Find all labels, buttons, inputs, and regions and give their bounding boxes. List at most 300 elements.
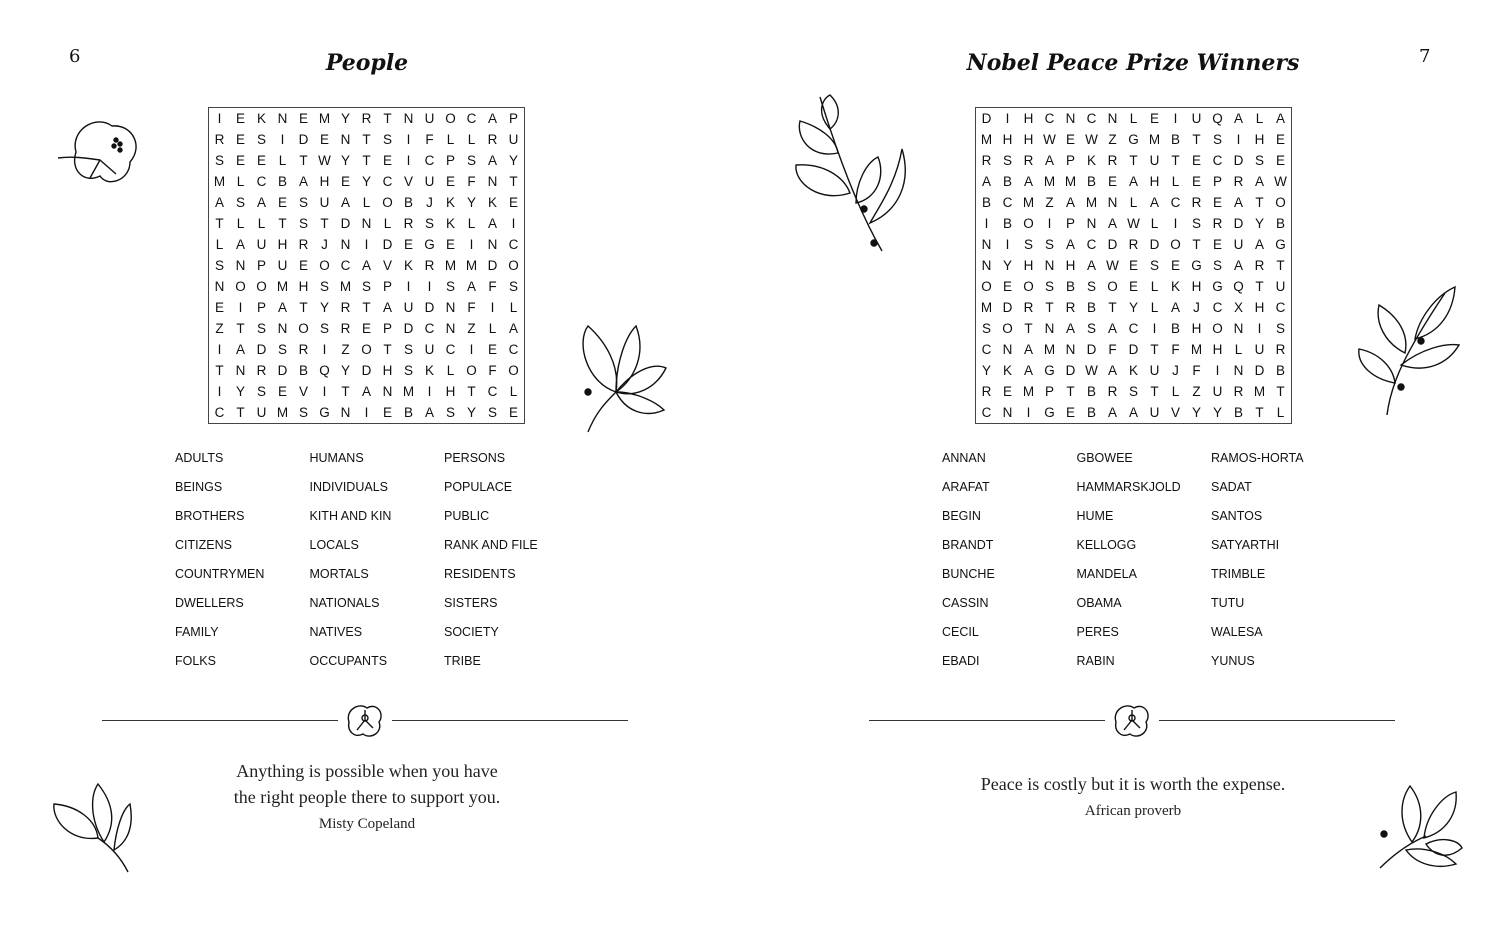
grid-letter: F [1171,342,1180,357]
grid-letter: B [1086,174,1096,189]
grid-letter: T [299,300,308,315]
grid-letter: Z [1108,132,1117,147]
grid-letter: N [403,111,414,126]
grid-letter: T [362,132,371,147]
divider-line [392,720,628,721]
grid-letter: S [256,321,266,336]
grid-letter: H [1191,279,1202,294]
grid-letter: T [383,342,392,357]
grid-letter: R [1275,342,1286,357]
grid-letter: M [1085,195,1098,210]
grid-letter: M [276,279,289,294]
grid-letter: L [509,384,518,399]
grid-letter: Z [215,321,224,336]
grid-letter: B [1233,405,1243,420]
grid-letter: I [1215,363,1220,378]
grid-letter: L [467,132,476,147]
word-list-right [942,451,1346,683]
grid-letter: E [340,174,350,189]
grid-letter: E [1065,405,1075,420]
grid-letter: M [1022,384,1035,399]
grid-letter: R [298,237,309,252]
word-list-item: RAMOS-HORTA [1211,451,1304,465]
grid-letter: D [256,342,267,357]
grid-letter: T [1129,153,1138,168]
grid-letter: B [1275,216,1285,231]
grid-letter: H [445,384,456,399]
grid-letter: M [1190,342,1203,357]
grid-letter: D [382,237,393,252]
grid-letter: V [298,384,308,399]
grid-letter: A [981,174,991,189]
grid-letter: P [1212,174,1222,189]
grid-letter: S [424,216,434,231]
word-list-item: LOCALS [309,538,359,552]
grid-letter: I [1173,111,1178,126]
grid-letter: X [1233,300,1243,315]
grid-letter: B [1086,405,1096,420]
grid-letter: M [1043,342,1056,357]
grid-letter: A [487,216,497,231]
grid-letter: Z [341,342,350,357]
grid-letter: I [469,237,474,252]
word-list-item: NATIVES [309,625,363,639]
grid-letter: U [319,195,330,210]
grid-letter: B [1086,300,1096,315]
grid-letter: A [1023,363,1033,378]
grid-letter: I [322,342,327,357]
grid-letter: W [318,153,331,168]
grid-letter: I [1005,111,1010,126]
grid-letter: G [1044,363,1055,378]
grid-letter: A [1065,237,1075,252]
word-list-item: SOCIETY [444,625,499,639]
grid-letter: B [1065,279,1075,294]
grid-letter: K [487,195,497,210]
word-list-item: ADULTS [175,451,224,465]
grid-letter: F [467,300,476,315]
word-list-item: KITH AND KIN [309,509,392,523]
grid-letter: Y [319,300,329,315]
grid-letter: D [340,216,351,231]
grid-letter: M [980,300,993,315]
grid-letter: I [1005,237,1010,252]
grid-letter: E [1212,237,1222,252]
grid-letter: U [277,258,288,273]
grid-letter: N [361,216,372,231]
grid-letter: D [1254,363,1265,378]
grid-letter: C [1128,321,1139,336]
leaf-branch-icon [790,93,908,255]
grid-letter: I [511,216,516,231]
grid-letter: N [445,321,456,336]
grid-letter: O [445,111,456,126]
grid-letter: E [403,237,413,252]
word-list-item: ARAFAT [942,480,990,494]
grid-letter: E [1128,258,1138,273]
grid-letter: D [1002,300,1013,315]
grid-letter: U [1191,111,1202,126]
grid-letter: T [236,321,245,336]
grid-letter: M [318,111,331,126]
grid-letter: I [364,405,369,420]
page-number-right: 7 [1419,46,1431,67]
grid-letter: S [214,153,224,168]
grid-letter: A [382,300,392,315]
grid-letter: H [1149,174,1160,189]
grid-letter: S [1212,258,1222,273]
word-list-item: TUTU [1211,596,1245,610]
grid-letter: O [319,258,330,273]
grid-letter: A [235,237,245,252]
grid-letter: Z [1192,384,1201,399]
grid-letter: T [215,363,224,378]
grid-letter: L [215,237,224,252]
grid-letter: U [1254,342,1265,357]
grid-letter: L [1150,300,1159,315]
word-list-item: COUNTRYMEN [175,567,265,581]
grid-letter: L [446,363,455,378]
grid-letter: A [1233,111,1243,126]
grid-letter: A [1107,216,1117,231]
grid-letter: T [278,216,287,231]
grid-letter: S [256,132,266,147]
leaf-branch-icon [1355,283,1460,417]
grid-letter: O [981,279,992,294]
grid-letter: N [1065,111,1076,126]
quote-right [883,771,1383,797]
grid-letter: U [1149,153,1160,168]
word-list-item: HUMANS [309,451,364,465]
grid-letter: H [1254,300,1265,315]
grid-letter: G [1044,405,1055,420]
grid-letter: A [298,174,308,189]
grid-letter: T [341,384,350,399]
grid-letter: Y [1002,258,1012,273]
grid-letter: D [1107,237,1118,252]
grid-letter: L [467,216,476,231]
grid-letter: J [1193,300,1200,315]
grid-letter: K [256,111,266,126]
grid-letter: S [1044,279,1054,294]
grid-letter: T [1150,384,1159,399]
word-list-item: PERES [1076,625,1119,639]
grid-letter: B [981,195,991,210]
grid-letter: B [1086,384,1096,399]
quote-left [117,758,617,810]
grid-letter: A [1170,300,1180,315]
word-list-item: MANDELA [1076,567,1137,581]
grid-letter: E [382,153,392,168]
grid-letter: R [403,216,414,231]
grid-letter: T [299,153,308,168]
grid-letter: C [424,153,435,168]
grid-letter: E [1191,153,1201,168]
grid-letter: K [403,258,413,273]
grid-letter: D [277,363,288,378]
grid-letter: I [1026,405,1031,420]
grid-letter: O [1023,279,1034,294]
grid-letter: S [1023,237,1033,252]
word-list-item: HUME [1076,509,1114,523]
leaf-branch-icon [1376,782,1464,872]
grid-letter: Y [1212,405,1222,420]
grid-letter: S [466,153,476,168]
grid-letter: G [1212,279,1223,294]
grid-letter: N [1107,111,1118,126]
grid-letter: B [403,405,413,420]
word-list-item: PERSONS [444,451,506,465]
grid-letter: T [236,405,245,420]
grid-letter: F [488,363,497,378]
grid-letter: H [1212,342,1223,357]
grid-letter: U [424,342,435,357]
grid-letter: P [1044,384,1054,399]
grid-letter: M [339,279,352,294]
grid-letter: C [424,321,435,336]
grid-letter: Q [1212,111,1223,126]
grid-letter: S [1044,237,1054,252]
grid-letter: S [1275,321,1285,336]
grid-letter: O [1275,195,1286,210]
grid-letter: N [235,258,246,273]
word-list-item: INDIVIDUALS [309,480,388,494]
grid-letter: A [487,153,497,168]
word-list-item: PUBLIC [444,509,490,523]
grid-letter: S [298,216,308,231]
grid-letter: B [277,174,287,189]
grid-letter: E [1191,174,1201,189]
grid-letter: N [277,111,288,126]
grid-letter: E [382,405,392,420]
puzzle-title-right: Nobel Peace Prize Winners [966,50,1300,76]
grid-letter: I [364,237,369,252]
grid-letter: U [1233,237,1244,252]
grid-letter: I [427,384,432,399]
word-list-item: BEINGS [175,480,223,494]
word-list-item: FOLKS [175,654,216,668]
grid-letter: L [257,216,266,231]
grid-letter: I [1173,216,1178,231]
grid-letter: C [1086,237,1097,252]
grid-letter: C [1275,300,1286,315]
grid-letter: I [406,132,411,147]
grid-letter: I [1047,216,1052,231]
word-list-item: GBOWEE [1076,451,1133,465]
word-list-item: WALESA [1211,625,1263,639]
grid-letter: Y [981,363,991,378]
grid-letter: C [256,174,267,189]
grid-letter: R [487,132,498,147]
grid-letter: K [424,363,434,378]
grid-letter: E [445,237,455,252]
grid-letter: D [981,111,992,126]
grid-letter: M [1253,384,1266,399]
word-list-item: BUNCHE [942,567,995,581]
grid-letter: N [340,405,351,420]
grid-letter: S [298,405,308,420]
grid-letter: U [1212,384,1223,399]
grid-letter: A [1023,342,1033,357]
grid-letter: H [298,279,309,294]
grid-letter: L [362,195,371,210]
grid-letter: I [238,300,243,315]
grid-letter: H [1023,132,1034,147]
grid-letter: C [382,174,393,189]
grid-letter: W [1085,132,1098,147]
grid-letter: E [277,195,287,210]
grid-letter: N [1065,342,1076,357]
word-list-item: EBADI [942,654,980,668]
grid-letter: Z [1045,195,1054,210]
grid-letter: W [1127,216,1140,231]
grid-letter: Y [1254,216,1264,231]
grid-letter: G [424,237,435,252]
grid-letter: R [1023,300,1034,315]
grid-letter: H [1191,321,1202,336]
word-list-item: OCCUPANTS [309,654,388,668]
grid-letter: A [340,195,350,210]
grid-letter: A [508,321,518,336]
grid-letter: N [1002,342,1013,357]
grid-letter: M [465,258,478,273]
word-list-item: BRANDT [942,538,994,552]
grid-letter: I [1152,321,1157,336]
word-list-left [175,451,579,683]
grid-letter: S [445,405,455,420]
grid-letter: S [319,321,329,336]
grid-letter: I [1236,132,1241,147]
grid-letter: A [1275,111,1285,126]
grid-letter: O [466,363,477,378]
grid-letter: S [277,342,287,357]
word-list-item: RABIN [1076,654,1115,668]
grid-letter: S [981,321,991,336]
grid-letter: A [1233,258,1243,273]
grid-letter: E [487,342,497,357]
grid-letter: C [445,342,456,357]
grid-letter: M [444,258,457,273]
grid-letter: O [1002,321,1013,336]
grid-letter: Y [340,111,350,126]
grid-letter: L [1150,279,1159,294]
grid-letter: B [298,363,308,378]
grid-letter: N [235,363,246,378]
grid-letter: U [1275,279,1286,294]
grid-letter: A [361,258,371,273]
grid-letter: T [467,384,476,399]
grid-letter: S [445,279,455,294]
grid-letter: S [382,132,392,147]
grid-letter: A [1107,321,1117,336]
grid-letter: Z [467,321,476,336]
flower-icon [343,700,387,740]
word-list-item: CASSIN [942,596,989,610]
grid-letter: I [406,279,411,294]
grid-letter: S [1086,321,1096,336]
grid-letter: T [1255,405,1264,420]
grid-letter: E [214,300,224,315]
grid-letter: N [445,300,456,315]
grid-letter: I [406,153,411,168]
grid-letter: P [382,321,392,336]
word-list-item: OBAMA [1076,596,1122,610]
word-list-item: SADAT [1211,480,1252,494]
grid-letter: Y [361,174,371,189]
grid-letter: D [1149,237,1160,252]
grid-letter: M [1043,174,1056,189]
grid-letter: A [1065,321,1075,336]
word-list-item: SISTERS [444,596,498,610]
grid-letter: R [361,111,372,126]
page-number-left: 6 [69,46,81,67]
grid-letter: D [403,321,414,336]
grid-letter: N [1002,405,1013,420]
word-list-item: BEGIN [942,509,981,523]
grid-letter: C [487,384,498,399]
grid-letter: N [1107,195,1118,210]
grid-letter: O [1170,237,1181,252]
word-list-item: DWELLERS [175,596,244,610]
grid-letter: L [1276,405,1285,420]
grid-letter: R [1065,300,1076,315]
word-list-item: TRIBE [444,654,481,668]
grid-letter: E [235,132,245,147]
grid-letter: U [256,237,267,252]
grid-letter: U [1149,363,1160,378]
grid-letter: G [1191,258,1202,273]
word-list-item: KELLOGG [1076,538,1137,552]
word-list-item: MORTALS [309,567,369,581]
grid-letter: I [217,111,222,126]
grid-letter: T [362,300,371,315]
grid-letter: C [981,342,992,357]
grid-letter: C [1212,153,1223,168]
grid-letter: O [298,321,309,336]
grid-letter: D [1233,153,1244,168]
grid-letter: E [235,153,245,168]
grid-letter: C [1002,195,1013,210]
grid-letter: S [1002,153,1012,168]
grid-letter: E [1002,279,1012,294]
grid-letter: N [1086,216,1097,231]
grid-letter: F [425,132,434,147]
grid-letter: N [382,384,393,399]
grid-letter: R [256,363,267,378]
grid-letter: E [508,405,518,420]
divider-line [869,720,1105,721]
grid-letter: O [256,279,267,294]
grid-letter: C [1170,195,1181,210]
grid-letter: N [1233,321,1244,336]
grid-letter: A [1065,195,1075,210]
grid-letter: T [1150,342,1159,357]
grid-letter: L [1129,195,1138,210]
grid-letter: E [319,132,329,147]
grid-letter: C [508,237,519,252]
grid-letter: V [382,258,392,273]
grid-letter: T [1255,195,1264,210]
grid-letter: A [466,279,476,294]
grid-letter: D [1065,363,1076,378]
grid-letter: S [1086,279,1096,294]
grid-letter: L [383,216,392,231]
grid-letter: L [1234,342,1243,357]
grid-letter: T [320,216,329,231]
grid-letter: S [214,258,224,273]
grid-letter: L [1171,174,1180,189]
grid-letter: O [235,279,246,294]
